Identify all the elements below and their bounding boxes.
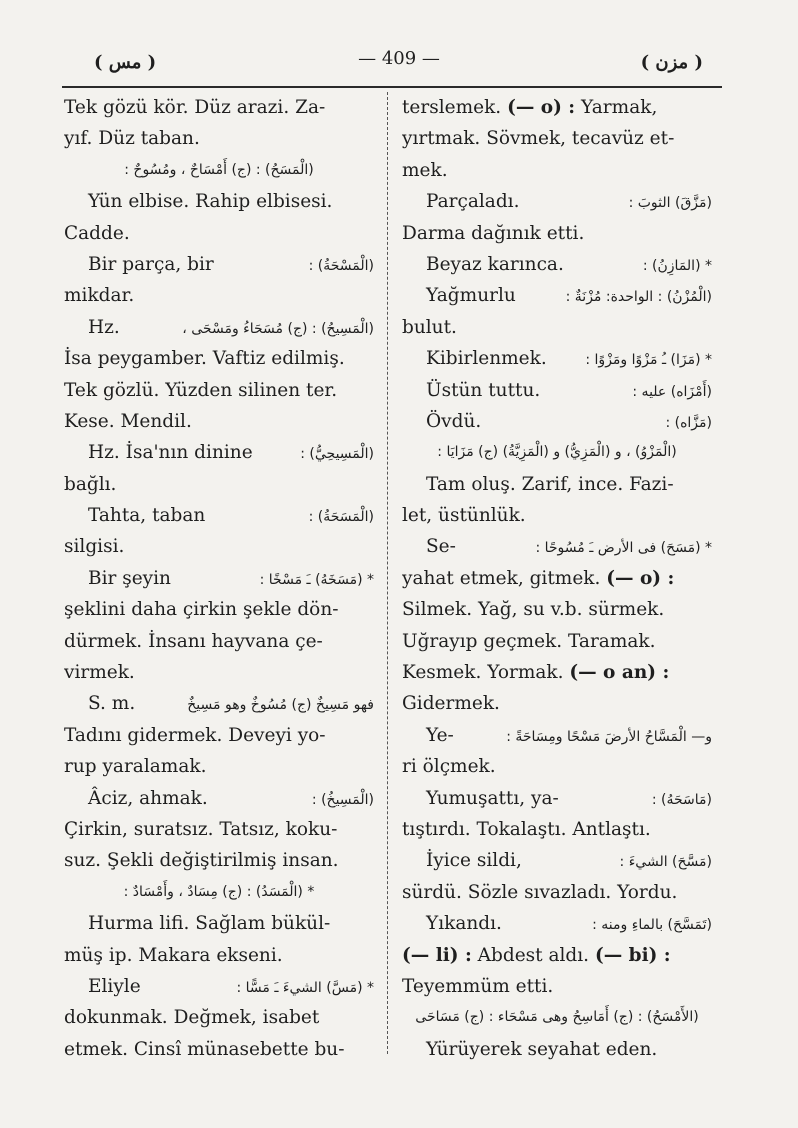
grammar-marker: (— o) : xyxy=(606,567,675,589)
column-divider xyxy=(387,92,388,1054)
turkish-text: Hz. xyxy=(88,316,120,338)
arabic-headword: (تَمَسَّحَ) بالماءِ ومنه : xyxy=(592,917,712,934)
grammar-marker: (— bi) : xyxy=(594,944,671,966)
text-line xyxy=(64,218,374,249)
text-line xyxy=(64,375,374,406)
turkish-text: Kese. Mendil. xyxy=(64,410,192,432)
text-line xyxy=(64,500,374,531)
text-line xyxy=(64,751,374,782)
turkish-text: müş ip. Makara ekseni. xyxy=(64,944,283,966)
text-line xyxy=(402,343,712,374)
arabic-headword: * (مَسَحَ) فى الأرض ـَ مُسُوحًا : xyxy=(535,540,712,557)
arabic-headword: (مَسَّحَ) الشيءَ : xyxy=(619,854,712,871)
turkish-text: İsa peygamber. Vaftiz edilmiş. xyxy=(64,348,345,370)
turkish-text: Yün elbise. Rahip elbisesi. xyxy=(88,191,333,213)
turkish-text: dürmek. İnsanı hayvana çe- xyxy=(64,630,323,652)
text-line xyxy=(402,657,712,688)
page-header xyxy=(0,44,798,80)
text-line xyxy=(402,186,712,217)
header-right-keyword: ( مزن ) xyxy=(640,52,703,73)
right-column xyxy=(402,92,712,1065)
turkish-text: rup yaralamak. xyxy=(64,756,207,778)
turkish-text: Âciz, ahmak. xyxy=(88,787,208,809)
text-line xyxy=(64,971,374,1002)
arabic-headword: * (مَزَا) ـُ مَزْوًا ومَزْوًا : xyxy=(585,352,712,369)
turkish-text: bağlı. xyxy=(64,473,117,495)
text-line xyxy=(402,312,712,343)
text-line xyxy=(64,1002,374,1033)
turkish-text: İyice sildi, xyxy=(426,850,522,872)
turkish-text: Bir şeyin xyxy=(88,567,171,589)
header-rule xyxy=(62,86,722,88)
turkish-text: etmek. Cinsî münasebette bu- xyxy=(64,1038,345,1060)
text-line xyxy=(64,720,374,751)
text-line xyxy=(402,814,712,845)
turkish-text: Övdü. xyxy=(426,410,482,432)
turkish-text: Hurma lifi. Sağlam bükül- xyxy=(88,913,331,935)
arabic-headword: (مَاسَحَهُ) : xyxy=(651,791,712,808)
arabic-headword: (الْمَسِيحُ) : (ج) مُسَحَاءُ ومَسْحَى ، xyxy=(182,320,374,337)
text-line xyxy=(402,280,712,311)
text-line xyxy=(402,469,712,500)
left-column xyxy=(64,92,374,1065)
text-line xyxy=(64,626,374,657)
turkish-text: Tek gözlü. Yüzden silinen ter. xyxy=(64,379,338,401)
turkish-text: Kesmek. Yormak. xyxy=(402,662,570,684)
text-line xyxy=(64,531,374,562)
text-line xyxy=(402,1002,712,1033)
turkish-text: yıf. Düz taban. xyxy=(64,128,200,150)
text-line xyxy=(402,375,712,406)
text-line xyxy=(64,908,374,939)
turkish-text: terslemek. xyxy=(402,97,508,118)
text-line xyxy=(402,123,712,154)
text-line xyxy=(64,783,374,814)
text-line xyxy=(402,877,712,908)
turkish-text: Gidermek. xyxy=(402,693,500,715)
turkish-text: Darma dağınık etti. xyxy=(402,222,585,244)
turkish-text: Abdest aldı. xyxy=(471,944,595,966)
text-line xyxy=(64,1034,374,1065)
text-line xyxy=(402,92,712,123)
turkish-text: Eliyle xyxy=(88,975,141,997)
text-line xyxy=(64,155,374,186)
text-line xyxy=(402,1034,712,1065)
turkish-text: S. m. xyxy=(88,693,136,715)
turkish-text: yahat etmek, gitmek. xyxy=(402,567,607,589)
text-line xyxy=(64,563,374,594)
turkish-text: yırtmak. Sövmek, tecavüz et- xyxy=(402,128,675,150)
arabic-headword: (مَزَّاه) : xyxy=(665,414,712,431)
arabic-headword: * (مَسَخَهُ) ـَ مَسْخًا : xyxy=(259,571,374,588)
turkish-text: Bir parça, bir xyxy=(88,253,214,275)
turkish-text: ri ölçmek. xyxy=(402,756,496,778)
text-line xyxy=(64,845,374,876)
text-line xyxy=(64,312,374,343)
grammar-marker: (— o) : xyxy=(507,97,576,118)
turkish-text: Se- xyxy=(426,536,456,558)
text-line xyxy=(64,186,374,217)
turkish-text: Silmek. Yağ, su v.b. sürmek. xyxy=(402,599,665,621)
header-left-keyword: ( مس ) xyxy=(94,52,157,73)
arabic-headword: (الْمَسَحَةُ) : xyxy=(308,509,374,526)
text-line xyxy=(402,500,712,531)
turkish-text: Tam oluş. Zarif, ince. Fazi- xyxy=(426,473,674,495)
text-line xyxy=(402,563,712,594)
turkish-text: virmek. xyxy=(64,662,135,684)
arabic-headword: و— الْمَسَّاحُ الأرضَ مَسْحًا ومِسَاحَةً : xyxy=(506,728,712,745)
turkish-text: Teyemmüm etti. xyxy=(402,975,554,997)
turkish-text: Yağmurlu xyxy=(426,285,516,307)
turkish-text: dokunmak. Değmek, isabet xyxy=(64,1007,320,1029)
text-line xyxy=(64,406,374,437)
turkish-text: Beyaz karınca. xyxy=(426,253,564,275)
text-line xyxy=(402,249,712,280)
turkish-text: Yumuşattı, ya- xyxy=(426,787,559,809)
text-line xyxy=(64,688,374,719)
arabic-headword: (الْمَزْوُ) ، و (الْمَزِيُّ) و (الْمَزِيَّةُ) (ج) مَزَايَا : xyxy=(437,444,677,461)
grammar-marker: (— li) : xyxy=(402,944,472,966)
text-line xyxy=(64,123,374,154)
turkish-text: silgisi. xyxy=(64,536,125,558)
turkish-text: Kibirlenmek. xyxy=(426,348,547,370)
turkish-text: şeklini daha çirkin şekle dön- xyxy=(64,599,339,621)
text-line xyxy=(64,877,374,908)
arabic-headword: * (المَازِنُ) : xyxy=(642,257,712,274)
text-line xyxy=(64,469,374,500)
arabic-headword: (الْمَسِيحِيُّ) : xyxy=(300,446,374,463)
text-line xyxy=(402,908,712,939)
text-line xyxy=(402,531,712,562)
arabic-headword: (الْمَسِيخُ) : xyxy=(311,791,374,808)
turkish-text: Yarmak, xyxy=(575,97,658,118)
turkish-text: tıştırdı. Tokalaştı. Antlaştı. xyxy=(402,818,651,840)
turkish-text: mikdar. xyxy=(64,285,135,307)
text-line xyxy=(64,940,374,971)
text-line xyxy=(64,437,374,468)
turkish-text: Uğrayıp geçmek. Taramak. xyxy=(402,630,656,652)
text-line xyxy=(64,249,374,280)
arabic-headword: * (مَسَّ) الشيءَ ـَ مَسًّا : xyxy=(236,979,374,996)
text-line xyxy=(402,971,712,1002)
turkish-text: Tadını gidermek. Deveyi yo- xyxy=(64,724,326,746)
turkish-text: Yürüyerek seyahat eden. xyxy=(426,1038,658,1060)
turkish-text: Tahta, taban xyxy=(88,505,206,527)
text-line xyxy=(64,814,374,845)
arabic-headword: (الْمَسَحُ) : (ج) أَمْسَاحٌ ، ومُسُوحٌ : xyxy=(124,161,314,178)
turkish-text: Üstün tuttu. xyxy=(426,379,541,401)
text-line xyxy=(64,343,374,374)
text-line xyxy=(402,626,712,657)
text-line xyxy=(64,280,374,311)
turkish-text: let, üstünlük. xyxy=(402,505,526,527)
arabic-headword: (الأَمْسَحُ) : (ج) أَمَاسِحُ وهى مَسْحَاء : (ج) مَسَاحَى xyxy=(415,1009,699,1026)
turkish-text: bulut. xyxy=(402,316,457,338)
arabic-headword: (الْمُزْنُ) : الواحدة: مُزْنَةٌ : xyxy=(565,289,712,306)
turkish-text: Yıkandı. xyxy=(426,913,502,935)
text-line xyxy=(402,406,712,437)
text-line xyxy=(402,155,712,186)
text-line xyxy=(402,720,712,751)
turkish-text: suz. Şekli değiştirilmiş insan. xyxy=(64,850,339,872)
text-line xyxy=(402,845,712,876)
text-line xyxy=(64,657,374,688)
page-number: — 409 — xyxy=(358,48,440,69)
turkish-text: Parçaladı. xyxy=(426,191,520,213)
text-line xyxy=(402,940,712,971)
arabic-headword: (أَمْزَاه) عليه : xyxy=(632,383,712,400)
text-line xyxy=(402,783,712,814)
arabic-headword: (مَزَّقَ) الثوبَ : xyxy=(628,195,712,212)
turkish-text: Ye- xyxy=(426,724,454,746)
turkish-text: mek. xyxy=(402,159,448,181)
arabic-headword: فهو مَسِيخٌ (ج) مُسُوخٌ وهو مَسِيخٌ xyxy=(187,697,374,714)
turkish-text: Hz. İsa'nın dinine xyxy=(88,442,253,464)
text-line xyxy=(402,751,712,782)
text-line xyxy=(402,688,712,719)
arabic-headword: * (الْمَسَدُ) : (ج) مِسَادٌ ، وأَمْسَادٌ : xyxy=(123,883,315,900)
text-line xyxy=(402,218,712,249)
text-line xyxy=(64,92,374,123)
text-line xyxy=(402,437,712,468)
turkish-text: sürdü. Sözle sıvazladı. Yordu. xyxy=(402,881,678,903)
text-line xyxy=(402,594,712,625)
arabic-headword: (الْمَسْحَةُ) : xyxy=(308,257,374,274)
turkish-text: Tek gözü kör. Düz arazi. Za- xyxy=(64,97,326,118)
turkish-text: Çirkin, suratsız. Tatsız, koku- xyxy=(64,818,338,840)
grammar-marker: (— o an) : xyxy=(569,662,670,684)
turkish-text: Cadde. xyxy=(64,222,130,244)
text-line xyxy=(64,594,374,625)
